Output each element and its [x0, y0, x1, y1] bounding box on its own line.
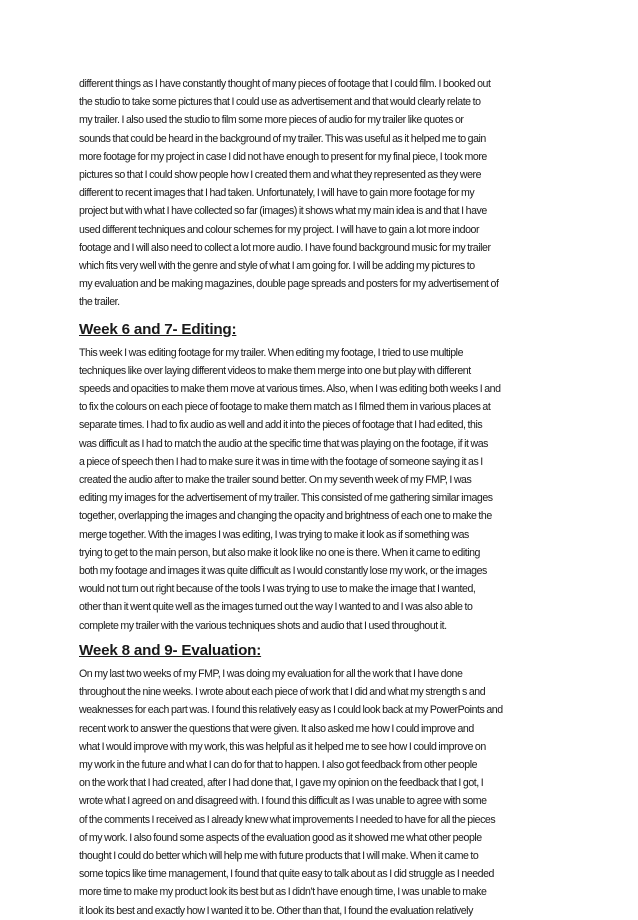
- text-line: recent work to answer the questions that were given. It also asked me how I could improve and: [79, 722, 474, 735]
- text-line: what I would improve with my work, this was helpful as it helped me to see how I could improve on: [79, 740, 486, 753]
- text-line: sounds that could be heard in the background of my trailer. This was useful as it helped me to gain: [79, 132, 486, 145]
- text-line: different things as I have constantly thought of many pieces of footage that I could film. I booked out: [79, 78, 491, 90]
- text-line: created the audio after to make the trailer sound better. On my seventh week of my FMP, I was: [79, 474, 472, 487]
- text-line: would not turn out right because of the tools I was trying to use to make the image that I wanted,: [79, 583, 476, 596]
- editing-paragraph: [79, 344, 561, 635]
- text-line: my work in the future and what I can do for that to happen. I also got feedback from other people: [79, 758, 478, 771]
- section-heading-evaluation: Week 8 and 9- Evaluation:: [79, 641, 262, 659]
- text-line: a piece of speech then I had to make sure it was in time with the footage of someone saying it as I: [79, 455, 483, 468]
- document-body: [79, 75, 561, 920]
- text-line: project but with what I have collected so far (images) it shows what my main idea is and that I have: [79, 205, 487, 218]
- text-line: more footage for my project in case I did not have enough to present for my final piece, I took more: [79, 150, 487, 163]
- text-line: to fix the colours on each piece of footage to make them match as I filmed them in various places at: [79, 401, 491, 414]
- text-line: other than it went quite well as the images turned out the way I wanted to and I was also able to: [79, 601, 473, 614]
- text-line: together, overlapping the images and changing the opacity and brightness of each one to make the: [79, 510, 492, 523]
- text-line: separate times. I had to fix audio as well and add it into the pieces of footage that I had edited, this: [79, 419, 483, 432]
- section-heading-editing: Week 6 and 7- Editing:: [79, 320, 237, 338]
- text-line: more time to make my product look its best but as I didn’t have enough time, I was unable to make: [79, 886, 487, 899]
- text-line: weaknesses for each part was. I found this relatively easy as I could look back at my PowerPoints and: [79, 704, 503, 717]
- intro-paragraph: [79, 75, 561, 312]
- text-line: trying to get to the main person, but also make it look like no one is there. When it came to editing: [79, 546, 481, 559]
- text-line: used different techniques and colour schemes for my project. I will have to gain a lot more indoor: [79, 223, 480, 236]
- text-line: some topics like time management, I found that quite easy to talk about as I did struggle as I needed: [79, 868, 494, 881]
- text-line: complete my trailer with the various techniques shots and audio that I used throughout it.: [79, 619, 447, 632]
- text-line: on the work that I had created, after I had done that, I gave my opinion on the feedback that I got, I: [79, 777, 484, 790]
- text-line: my evaluation and be making magazines, double page spreads and posters for my advertisement of: [79, 278, 499, 291]
- text-line: throughout the nine weeks. I wrote about each piece of work that I did and what my strength s and: [79, 686, 486, 699]
- text-line: On my last two weeks of my FMP, I was doing my evaluation for all the work that I have done: [79, 667, 463, 680]
- text-line: my trailer. I also used the studio to film some more pieces of audio for my trailer like quotes or: [79, 114, 464, 127]
- text-line: the studio to take some pictures that I could use as advertisement and that would clearly relate to: [79, 96, 481, 109]
- text-line: editing my images for the advertisement of my trailer. This consisted of me gathering similar images: [79, 492, 493, 505]
- text-line: both my footage and images it was quite difficult as I would constantly lose my work, or the images: [79, 565, 487, 578]
- text-line: of my work. I also found some aspects of the evaluation good as it showed me what other people: [79, 831, 482, 844]
- text-line: techniques like over laying different videos to make them merge into one but play with different: [79, 364, 471, 377]
- evaluation-paragraph: [79, 665, 561, 920]
- text-line: speeds and opacities to make them move at various times. Also, when I was editing both weeks I and: [79, 383, 501, 396]
- text-line: of the comments I received as I already knew what improvements I needed to have for all the pieces: [79, 813, 496, 826]
- text-line: merge together. With the images I was editing, I was trying to make it look as if something was: [79, 528, 469, 541]
- text-line: footage and I will also need to collect a lot more audio. I have found background music for my trailer: [79, 241, 491, 254]
- text-line: the trailer.: [79, 296, 120, 309]
- text-line: pictures so that I could show people how I created them and what they represented as they were: [79, 169, 482, 182]
- text-line: thought I could do better which will help me with future products that I will make. When it came to: [79, 849, 479, 862]
- text-line: it look its best and exactly how I wanted it to be. Other than that, I found the evaluation relatively: [79, 904, 473, 917]
- text-line: different to recent images that I had taken. Unfortunately, I will have to gain more footage for my: [79, 187, 475, 200]
- text-line: which fits very well with the genre and style of what I am going for. I will be adding my pictures to: [79, 260, 475, 273]
- text-line: was difficult as I had to match the audio at the specific time that was playing on the footage, if it was: [79, 437, 489, 450]
- text-line: wrote what I agreed on and disagreed with. I found this difficult as I was unable to agree with some: [79, 795, 487, 808]
- text-line: This week I was editing footage for my trailer. When editing my footage, I tried to use multiple: [79, 346, 464, 359]
